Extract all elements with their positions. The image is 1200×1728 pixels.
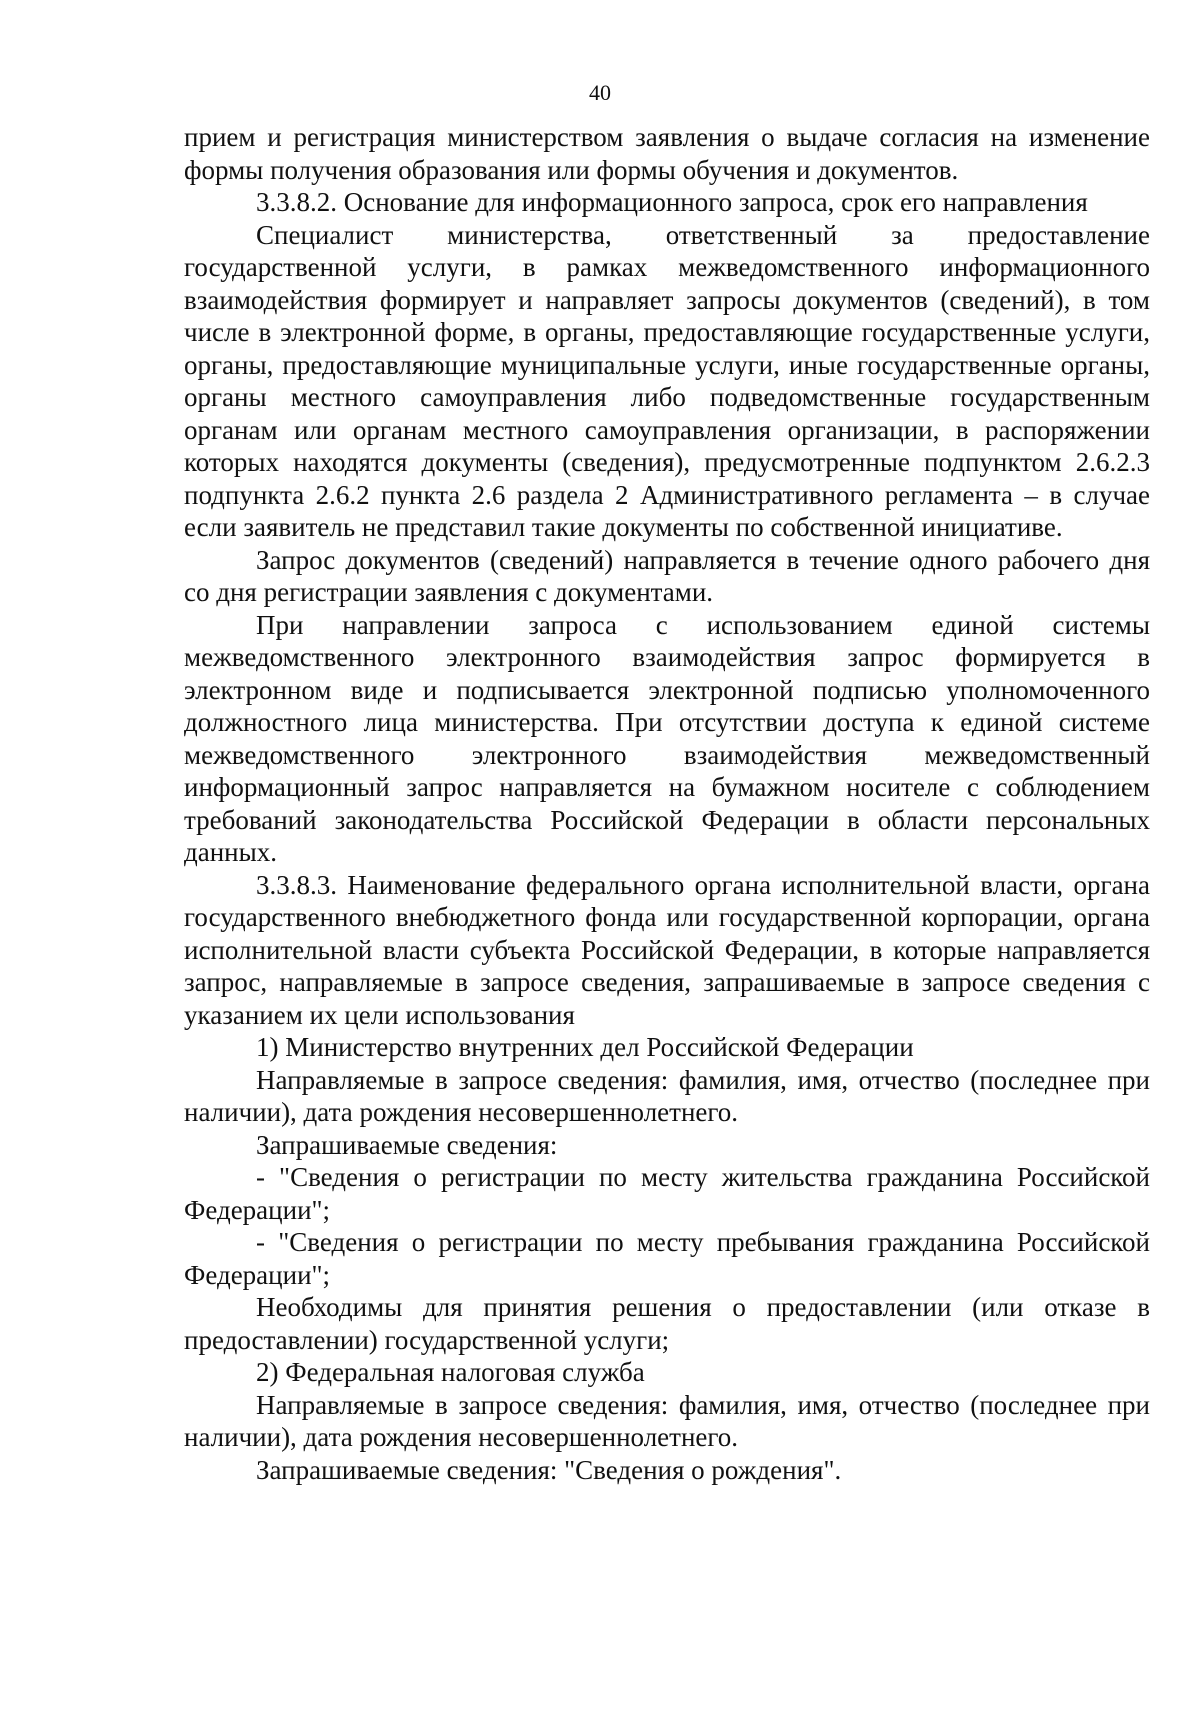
paragraph: Запрашиваемые сведения: "Сведения о рождения". [256, 1454, 842, 1485]
section-heading: 3.3.8.2. Основание для информационного запроса, срок его направления [256, 187, 1088, 217]
paragraph: Специалист министерства, ответственный за предоставление государственной услуги, в рамках межведомственного информационного взаимодействия формирует и направляет запросы документов (сведений), в том числе в электронной форме, в органы, предоставляющие государственные услуги, органы, предоставляющие муниципальные услуги, иные государственные органы, органы местного самоуправления либо подведомственные государственным органам или органам местного самоуправления организации, в распоряжении которых находятся документы (сведения), предусмотренные подпунктом 2.6.2.3 подпункта 2.6.2 пункта 2.6 раздела 2 Административного регламента – в случае если заявитель не представил такие документы по собственной инициативе. [184, 219, 1150, 542]
list-item: 2) Федеральная налоговая служба [256, 1357, 645, 1387]
section-heading: 3.3.8.3. Наименование федерального органа исполнительной власти, органа государственного внебюджетного фонда или государственной корпорации, органа исполнительной власти субъекта Российской Федерации, в которые направляется запрос, направляемые в запросе сведения, запрашиваемые в запросе сведения с указанием их цели использования [184, 869, 1150, 1030]
list-item: - "Сведения о регистрации по месту пребывания гражданина Российской Федерации"; [184, 1227, 1150, 1290]
paragraph: Направляемые в запросе сведения: фамилия, имя, отчество (последнее при наличии), дата рождения несовершеннолетнего. [184, 1064, 1150, 1127]
list-item: 1) Министерство внутренних дел Российской Федерации [256, 1032, 914, 1062]
list-item: - "Сведения о регистрации по месту жительства гражданина Российской Федерации"; [184, 1162, 1150, 1225]
page-number: 40 [589, 80, 611, 105]
paragraph: прием и регистрация министерством заявления о выдаче согласия на изменение формы получения образования или формы обучения и документов. [184, 122, 1150, 185]
paragraph: Направляемые в запросе сведения: фамилия, имя, отчество (последнее при наличии), дата рождения несовершеннолетнего. [184, 1389, 1150, 1452]
paragraph: Запрос документов (сведений) направляется в течение одного рабочего дня со дня регистрации заявления с документами. [184, 544, 1150, 607]
paragraph: При направлении запроса с использованием единой системы межведомственного электронного взаимодействия запрос формируется в электронном виде и подписывается электронной подписью уполномоченного должностного лица министерства. При отсутствии доступа к единой системе межведомственного электронного взаимодействия межведомственный информационный запрос направляется на бумажном носителе с соблюдением требований законодательства Российской Федерации в области персональных данных. [184, 609, 1150, 867]
paragraph: Необходимы для принятия решения о предоставлении (или отказе в предоставлении) государственной услуги; [184, 1292, 1150, 1355]
document-body [184, 121, 1150, 1486]
paragraph: Запрашиваемые сведения: [256, 1129, 558, 1160]
